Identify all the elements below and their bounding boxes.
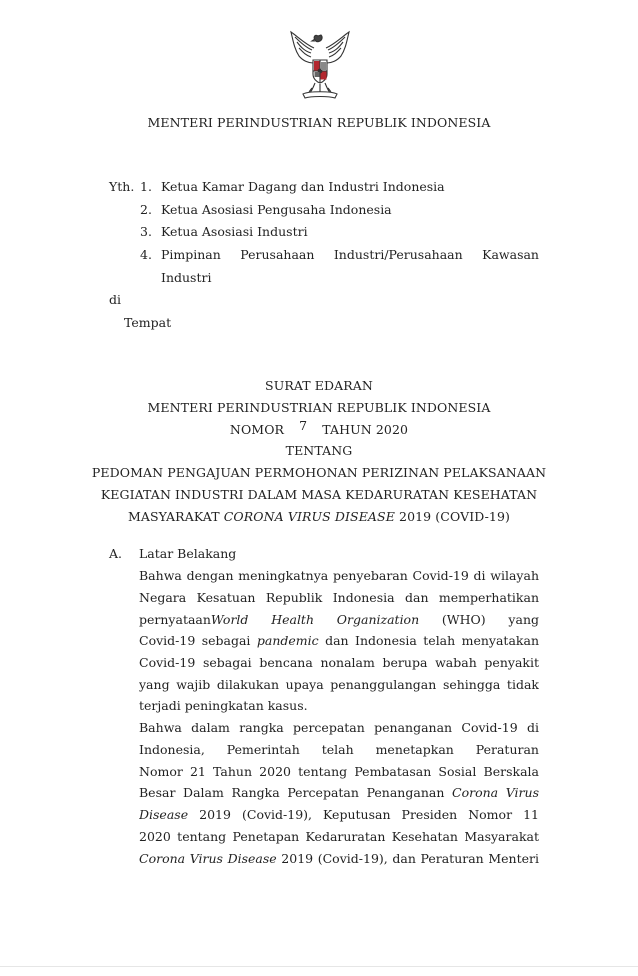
recipient-number: 2. — [140, 202, 152, 217]
paragraph-line — [139, 851, 539, 867]
recipient-text: Ketua Asosiasi Industri — [161, 224, 308, 239]
issuer-title: MENTERI PERINDUSTRIAN REPUBLIK INDONESIA — [147, 400, 491, 415]
di-label: di — [109, 292, 121, 307]
text-run: Besar Dalam Rangka Percepatan Penanganan — [139, 785, 453, 800]
subject-text: 2019 (COVID-19) — [394, 509, 511, 524]
paragraph-line — [139, 612, 539, 628]
tahun-label: TAHUN 2020 — [322, 422, 409, 437]
recipient-number: 3. — [140, 224, 152, 239]
letter-type: SURAT EDARAN — [265, 378, 373, 393]
paragraph-line: Covid-19 sebagai bencana nonalam berupa wabah penyakit — [139, 655, 539, 670]
subject-line — [0, 509, 638, 525]
paragraph-line: terjadi peningkatan kasus. — [139, 698, 308, 713]
recipient-text: Pimpinan Perusahaan Industri/Perusahaan Kawasan — [161, 247, 539, 262]
paragraph-line: yang wajib dilakukan upaya penanggulangan sehingga tidak — [139, 677, 539, 692]
section-heading: Latar Belakang — [139, 546, 237, 561]
yth-label: Yth. — [109, 179, 135, 194]
tempat-label: Tempat — [124, 315, 172, 330]
ministry-title: MENTERI PERINDUSTRIAN REPUBLIK INDONESIA — [147, 115, 491, 130]
paragraph-line: Bahwa dengan meningkatnya penyebaran Covid-19 di wilayah — [139, 568, 539, 583]
subject-text: MASYARAKAT — [127, 509, 224, 524]
page-bottom-edge — [0, 966, 638, 967]
paragraph-line — [139, 785, 539, 801]
subject-line: PEDOMAN PENGAJUAN PERMOHONAN PERIZINAN PELAKSANAAN — [91, 465, 547, 480]
recipient-text-continuation: Industri — [161, 270, 212, 285]
tentang-label: TENTANG — [285, 443, 353, 458]
text-run: 2019 (Covid-19), Keputusan Presiden Nomor 11 — [199, 807, 539, 822]
subject-italic-text: CORONA VIRUS DISEASE — [223, 509, 395, 524]
paragraph-line: 2020 tentang Penetapan Kedaruratan Kesehatan Masyarakat — [139, 829, 539, 844]
section-letter: A. — [109, 546, 123, 561]
text-run: pernyataan — [139, 612, 211, 627]
nomor-value: 7 — [299, 418, 308, 433]
recipient-text: Ketua Asosiasi Pengusaha Indonesia — [161, 202, 392, 217]
italic-run: Corona Virus — [452, 785, 539, 800]
recipient-number: 4. — [140, 247, 152, 262]
italic-run: Corona Virus Disease — [139, 851, 277, 866]
italic-run: pandemic — [256, 633, 319, 648]
paragraph-line: Bahwa dalam rangka percepatan penanganan Covid-19 di — [139, 720, 539, 735]
italic-run: World Health Organization — [210, 612, 420, 627]
paragraph-line: Indonesia, Pemerintah telah menetapkan Peraturan — [139, 742, 539, 757]
text-run: (WHO) yang — [441, 612, 539, 627]
paragraph-line: Negara Kesatuan Republik Indonesia dan memperhatikan — [139, 590, 539, 605]
paragraph-line — [139, 633, 539, 649]
text-run: dan Indonesia telah menyatakan — [318, 633, 539, 648]
recipient-number: 1. — [140, 179, 152, 194]
subject-line: KEGIATAN INDUSTRI DALAM MASA KEDARURATAN KESEHATAN — [100, 487, 538, 502]
paragraph-line: Nomor 21 Tahun 2020 tentang Pembatasan Sosial Berskala — [139, 764, 539, 779]
text-run: Covid-19 sebagai — [139, 633, 257, 648]
nomor-label: NOMOR — [229, 422, 285, 437]
italic-run: Disease — [139, 807, 189, 822]
garuda-emblem-icon — [285, 30, 355, 106]
paragraph-line — [139, 807, 539, 823]
recipient-text: Ketua Kamar Dagang dan Industri Indonesia — [161, 179, 445, 194]
text-run: 2019 (Covid-19), dan Peraturan Menteri — [276, 851, 539, 866]
letter-number — [0, 418, 638, 438]
